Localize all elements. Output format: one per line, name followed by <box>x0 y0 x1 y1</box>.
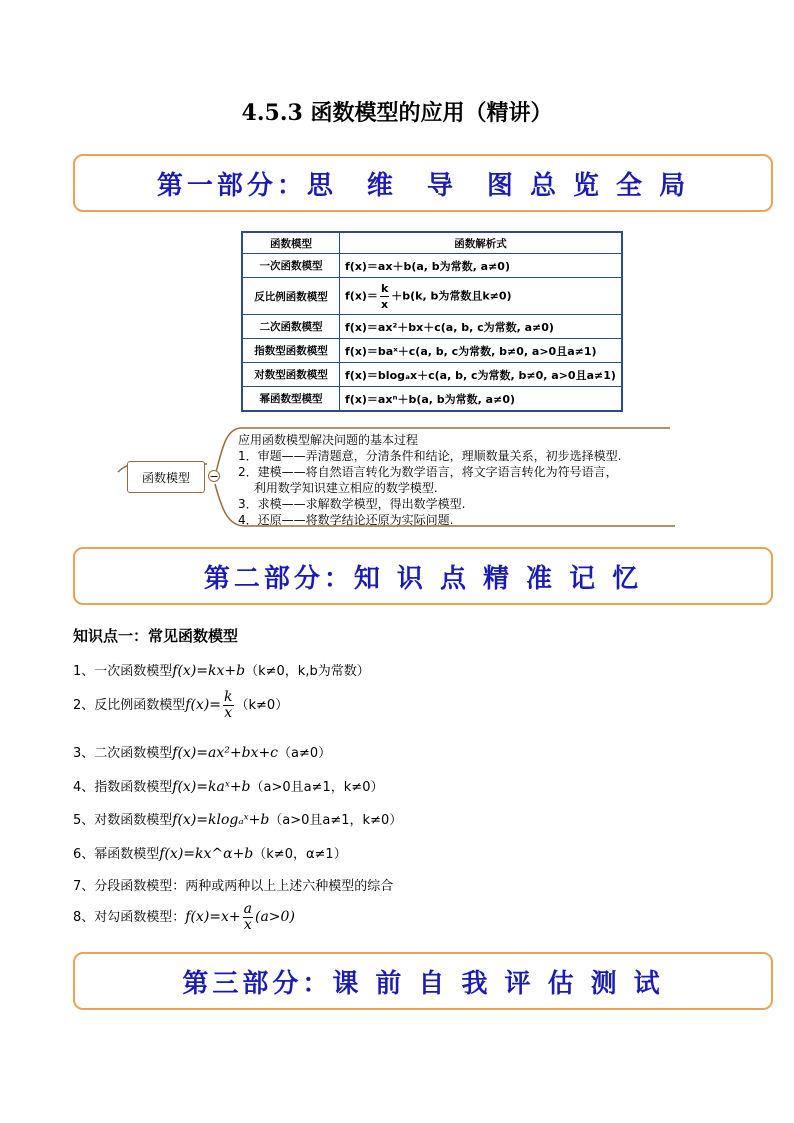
section-title-3: 第三部分：课 前 自 我 评 估 测 试 <box>182 968 664 999</box>
list-item: 5、对数函数模型f(x)=klogₐˣ+b（a>0且a≠1，k≠0） <box>73 812 403 828</box>
fraction: $\frac{k}{x}$ <box>224 689 233 721</box>
process-line: 应用函数模型解决问题的基本过程 <box>238 433 419 447</box>
model-name: 对数型函数模型 <box>242 363 340 387</box>
table-row <box>242 339 622 363</box>
section-title-1: 第一部分：思 维 导 图 总 览 全 局 <box>156 170 690 201</box>
process-line: 2．建模——将自然语言转化为数学语言，将文字语言转化为符号语言， <box>238 465 618 479</box>
table-header-formula: 函数解析式 <box>340 232 623 254</box>
table-row <box>242 315 622 339</box>
mindmap-node: 函数模型 <box>127 461 205 493</box>
fraction: $\frac{k}{x}$ <box>380 281 389 311</box>
model-formula: f(x)＝ax²＋bx＋c(a, b, c为常数, a≠0) <box>340 315 623 339</box>
list-item: 1、一次函数模型f(x)=kx+b（k≠0，k,b为常数） <box>73 663 370 679</box>
list-item: 3、二次函数模型f(x)=ax²+bx+c（a≠0） <box>73 745 332 761</box>
list-item: 4、指数函数模型f(x)=kaˣ+b（a>0且a≠1，k≠0） <box>73 779 384 795</box>
model-name: 幂函数型模型 <box>242 387 340 412</box>
table-row <box>242 363 622 387</box>
process-line: 1．审题——弄清题意，分清条件和结论，理顺数量关系，初步选择模型. <box>238 449 622 463</box>
model-formula: f(x)＝ $\frac{k}{x}$ ＋b(k, b为常数且k≠0) <box>340 278 623 315</box>
table-header-row <box>242 232 622 254</box>
process-line: 4．还原——将数学结论还原为实际问题. <box>238 513 454 527</box>
model-formula: f(x)＝axⁿ＋b(a, b为常数, a≠0) <box>340 387 623 412</box>
model-formula: f(x)＝ax＋b(a, b为常数, a≠0) <box>340 254 623 278</box>
section-banner-1 <box>73 154 773 212</box>
page-title: 4.5.3 函数模型的应用（精讲） <box>241 100 553 126</box>
model-formula: f(x)＝baˣ＋c(a, b, c为常数, b≠0, a>0且a≠1) <box>340 339 623 363</box>
list-item: 7、分段函数模型：两种或两种以上上述六种模型的综合 <box>73 879 394 894</box>
model-name: 反比例函数模型 <box>242 278 340 315</box>
table-row <box>242 278 622 315</box>
section-banner-3 <box>73 952 773 1010</box>
list-item: 8、对勾函数模型：f(x)=x+ $\frac{a}{x}$ (a>0) <box>73 901 295 933</box>
process-steps <box>238 432 678 528</box>
function-model-table <box>241 231 623 412</box>
model-name: 一次函数模型 <box>242 254 340 278</box>
fraction: $\frac{a}{x}$ <box>243 901 252 933</box>
table-header-model: 函数模型 <box>242 232 340 254</box>
table-row <box>242 254 622 278</box>
model-name: 二次函数模型 <box>242 315 340 339</box>
list-item: 2、反比例函数模型f(x)= $\frac{k}{x}$ （k≠0） <box>73 689 289 721</box>
table-row <box>242 387 622 412</box>
process-line: 利用数学知识建立相应的数学模型. <box>238 481 438 495</box>
model-formula: f(x)＝blogₐx＋c(a, b, c为常数, b≠0, a>0且a≠1) <box>340 363 623 387</box>
section-banner-2 <box>73 547 773 605</box>
collapse-toggle-icon[interactable]: − <box>209 470 219 483</box>
process-line: 3．求模——求解数学模型，得出数学模型. <box>238 497 466 511</box>
section-title-2: 第二部分：知 识 点 精 准 记 忆 <box>203 563 643 594</box>
list-item: 6、幂函数模型f(x)=kx^α+b（k≠0，α≠1） <box>73 846 347 862</box>
knowledge-point-title: 知识点一：常见函数模型 <box>73 627 239 645</box>
model-name: 指数型函数模型 <box>242 339 340 363</box>
